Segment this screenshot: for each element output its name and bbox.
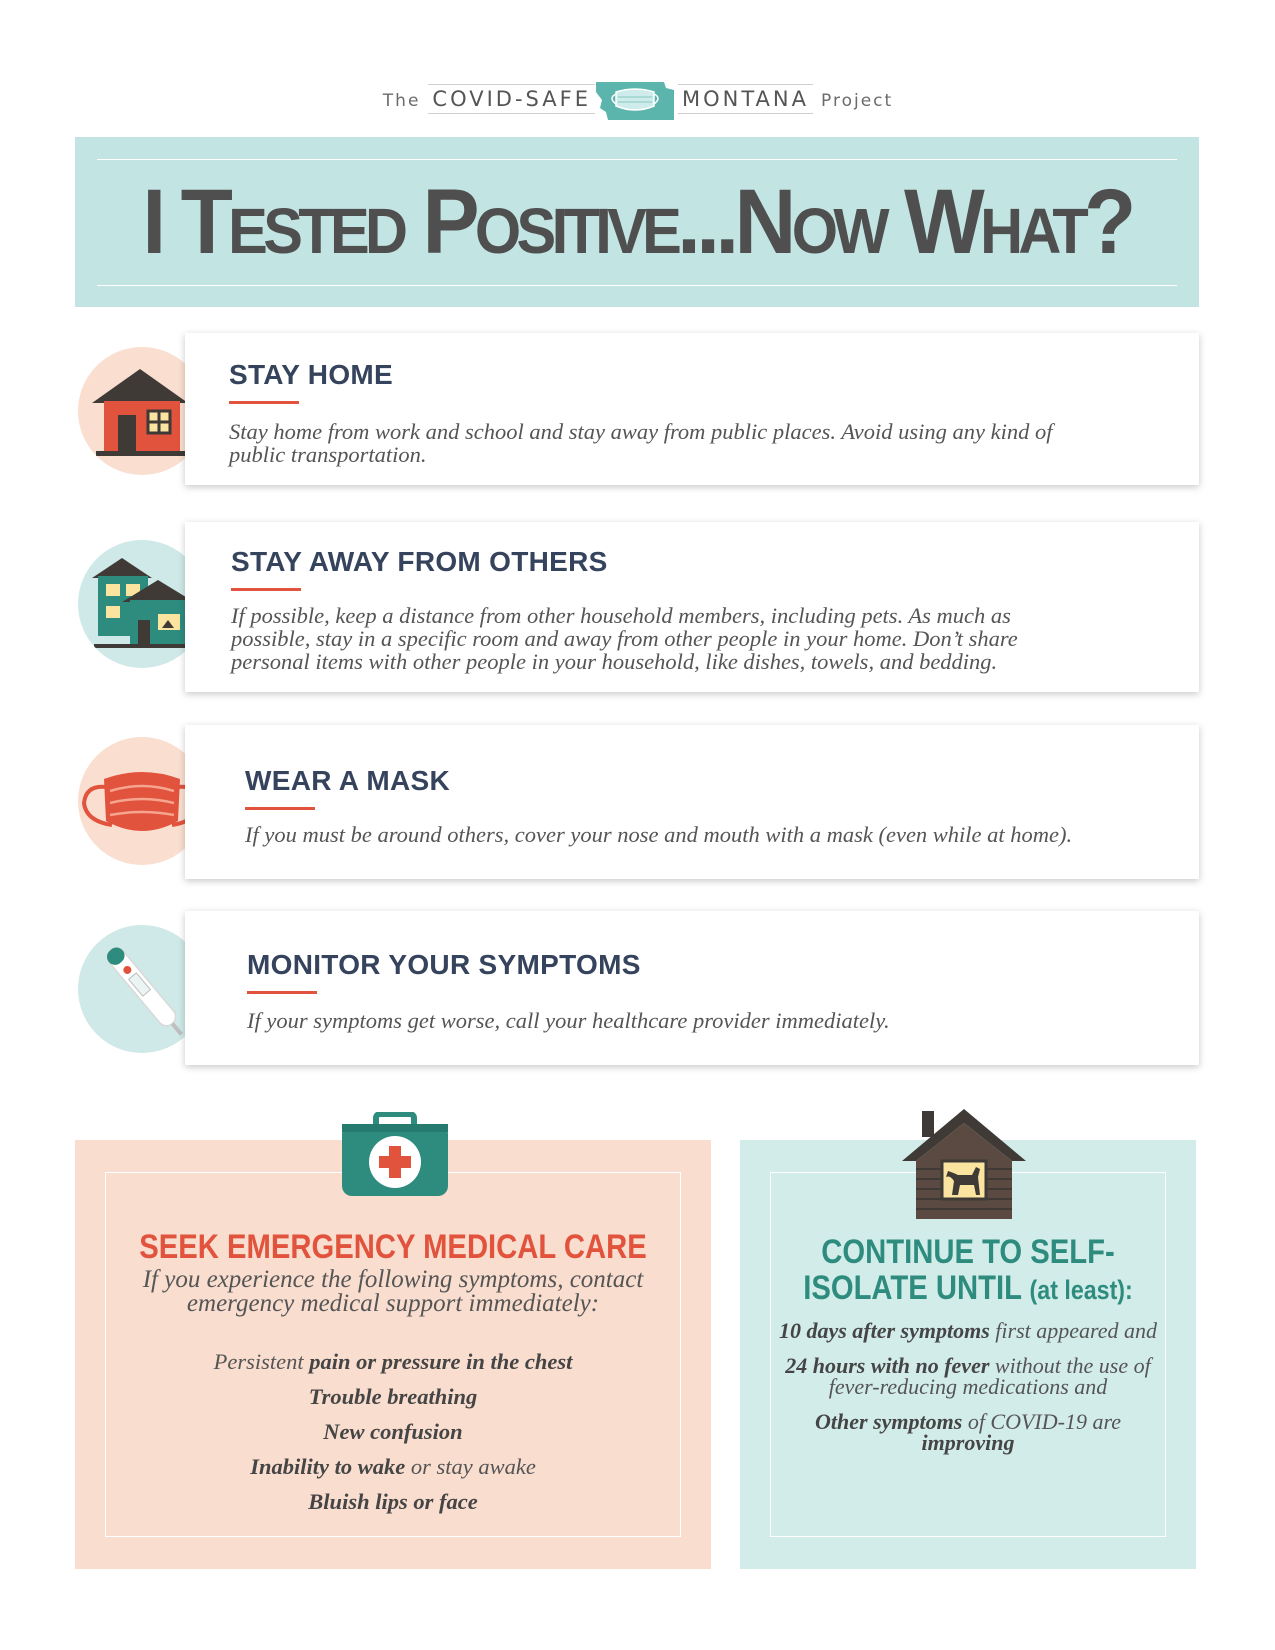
symptom-item: Trouble breathing	[308, 1384, 478, 1409]
isolation-criteria-list	[770, 1320, 1166, 1467]
card-title: MONITOR YOUR SYMPTOMS	[247, 949, 641, 980]
card-title-underline	[229, 401, 299, 404]
isolation-title: CONTINUE TO SELF-ISOLATE UNTIL (at least):	[803, 1233, 1133, 1307]
isolation-criterion: Other symptoms of COVID-19 are improving	[815, 1409, 1121, 1455]
emergency-intro: If you experience the following symptoms, contact emergency medical support immediately:	[142, 1266, 644, 1317]
isolation-criterion: 24 hours with no fever without the use of fever-reducing medications and	[785, 1353, 1151, 1399]
symptom-item: Persistent pain or pressure in the chest	[213, 1349, 573, 1374]
first-aid-kit-icon	[340, 1112, 450, 1198]
card-title: STAY AWAY FROM OTHERS	[231, 546, 608, 577]
page-title: I Tested Positive...Now What?	[142, 171, 1132, 273]
card-stay-away	[185, 522, 1199, 692]
logo-project: Project	[821, 91, 894, 111]
banner-bottom-rule	[97, 285, 1177, 286]
card-stay-home	[185, 333, 1199, 485]
emergency-title: SEEK EMERGENCY MEDICAL CARE	[139, 1228, 647, 1266]
logo-covid-safe: COVID-SAFE	[428, 84, 595, 114]
card-title-underline	[247, 991, 317, 994]
card-text: If possible, keep a distance from other household members, including pets. As much as possible, stay in a specific room and away from other people in your home. Don’t share personal items with other people in your household, like dishes, towels, and bedding.	[231, 603, 1018, 674]
logo-the: The	[382, 91, 421, 111]
card-text: If you must be around others, cover your nose and mouth with a mask (even while at home).	[245, 822, 1073, 847]
card-text: If your symptoms get worse, call your healthcare provider immediately.	[247, 1008, 890, 1033]
card-title: WEAR A MASK	[245, 765, 450, 796]
card-text: Stay home from work and school and stay away from public places. Avoid using any kind of public transportation.	[229, 419, 1053, 467]
project-logo	[0, 78, 1275, 122]
isolation-criterion: 10 days after symptoms first appeared and	[778, 1318, 1158, 1343]
card-title-underline	[231, 588, 301, 591]
montana-mask-icon	[594, 78, 676, 122]
logo-montana: MONTANA	[678, 84, 813, 114]
symptom-item: New confusion	[323, 1419, 463, 1444]
emergency-panel	[75, 1140, 711, 1569]
title-banner	[75, 137, 1199, 307]
card-wear-mask	[185, 725, 1199, 879]
cabin-icon	[900, 1103, 1028, 1221]
logo-left-text	[383, 84, 595, 114]
symptom-item: Inability to wake or stay awake	[250, 1454, 536, 1479]
logo-right-text	[678, 84, 893, 114]
card-title: STAY HOME	[229, 359, 394, 390]
symptom-item: Bluish lips or face	[308, 1489, 478, 1514]
banner-top-rule	[97, 159, 1177, 160]
symptom-list	[75, 1344, 711, 1519]
card-monitor-symptoms	[185, 911, 1199, 1065]
card-title-underline	[245, 807, 315, 810]
